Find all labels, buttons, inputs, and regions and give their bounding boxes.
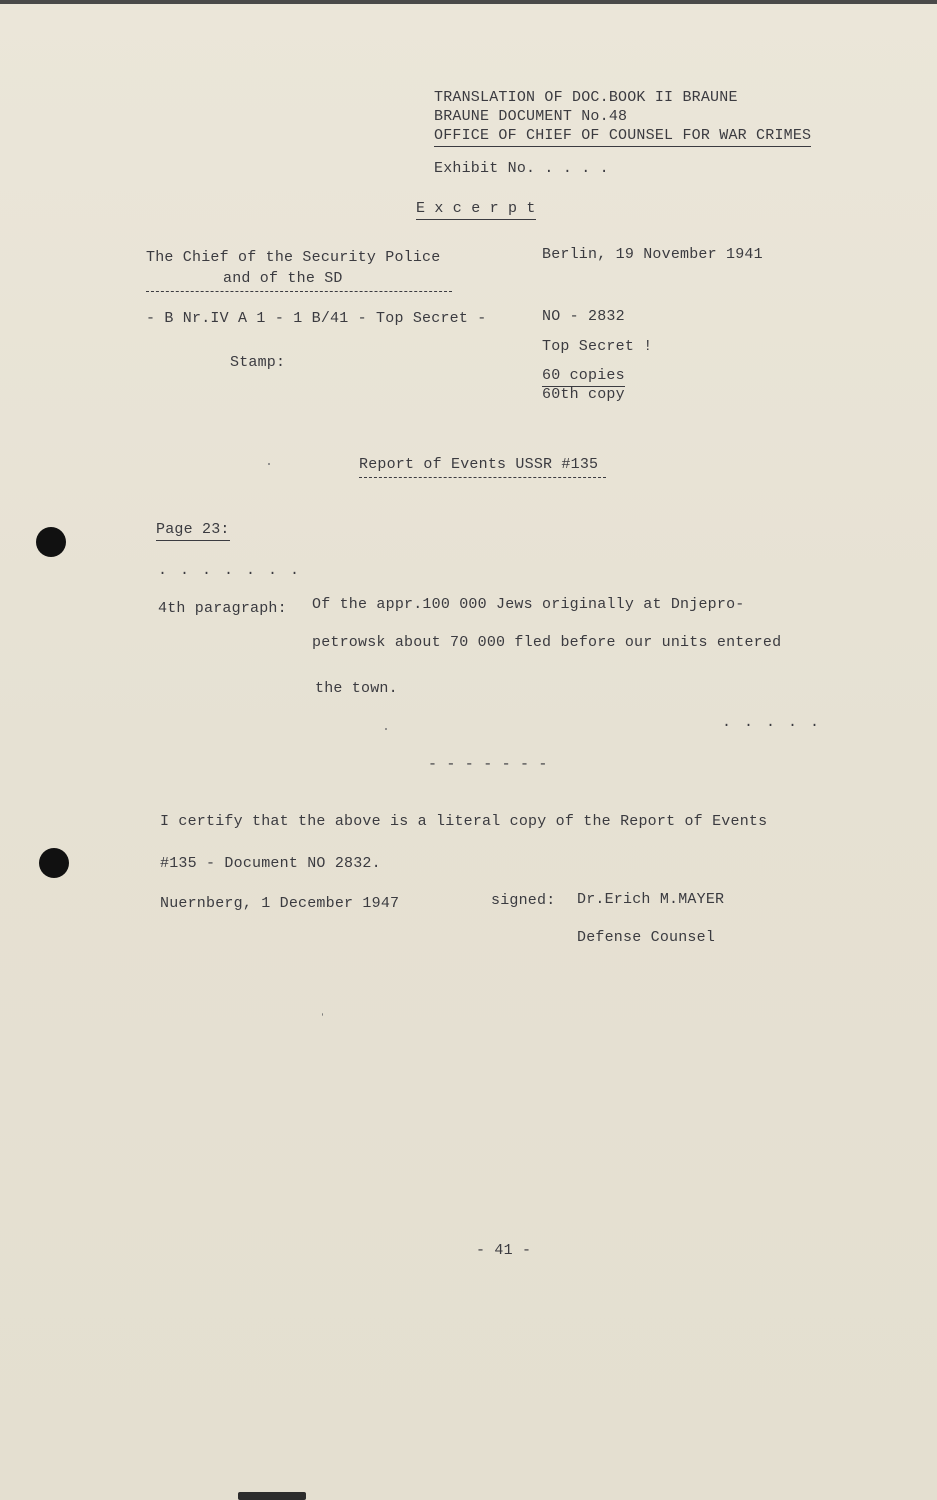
signer-title: Defense Counsel xyxy=(577,929,716,946)
header-line-2: BRAUNE DOCUMENT No.48 xyxy=(434,108,628,125)
certification-line-1: I certify that the above is a literal copy of the Report of Events xyxy=(160,813,768,830)
excerpt-title: E x c e r p t xyxy=(416,200,536,220)
reference-number: - B Nr.IV A 1 - 1 B/41 - Top Secret - xyxy=(146,310,487,327)
classification: Top Secret ! xyxy=(542,338,653,355)
paper-speck xyxy=(322,1013,323,1016)
stamp-label: Stamp: xyxy=(230,354,286,371)
header-line-3: OFFICE OF CHIEF OF COUNSEL FOR WAR CRIMES xyxy=(434,127,811,147)
paper-speck xyxy=(385,728,387,730)
paper-speck xyxy=(268,463,270,465)
paragraph-label: 4th paragraph: xyxy=(158,600,287,617)
signer-name: Dr.Erich M.MAYER xyxy=(577,891,725,908)
document-number: NO - 2832 xyxy=(542,308,625,325)
certification-line-2: #135 - Document NO 2832. xyxy=(160,855,381,872)
copies-total: 60 copies xyxy=(542,367,625,387)
page-top-edge xyxy=(0,0,937,4)
paragraph-line-1: Of the appr.100 000 Jews originally at Dnjepro- xyxy=(312,596,745,613)
copy-number: 60th copy xyxy=(542,386,625,403)
sender-line-1: The Chief of the Security Police xyxy=(146,249,441,266)
signature-place-date: Nuernberg, 1 December 1947 xyxy=(160,895,400,912)
punch-hole-top xyxy=(36,527,66,557)
page-bottom-tab xyxy=(238,1492,306,1500)
ellipsis-right: . . . . . xyxy=(722,714,822,731)
exhibit-number: Exhibit No. . . . . xyxy=(434,160,609,177)
header-line-1: TRANSLATION OF DOC.BOOK II BRAUNE xyxy=(434,89,738,106)
paragraph-line-2: petrowsk about 70 000 fled before our units entered xyxy=(312,634,782,651)
page-reference: Page 23: xyxy=(156,521,230,541)
separator: - - - - - - - xyxy=(428,756,548,773)
page-number: - 41 - xyxy=(476,1242,532,1259)
place-date: Berlin, 19 November 1941 xyxy=(542,246,763,263)
paragraph-line-3: the town. xyxy=(315,680,398,697)
punch-hole-bottom xyxy=(39,848,69,878)
ellipsis-left: . . . . . . . xyxy=(158,562,302,579)
sender-rule xyxy=(146,291,452,292)
report-title: Report of Events USSR #135 xyxy=(359,456,606,478)
signed-label: signed: xyxy=(491,892,556,909)
sender-line-2: and of the SD xyxy=(223,270,343,287)
